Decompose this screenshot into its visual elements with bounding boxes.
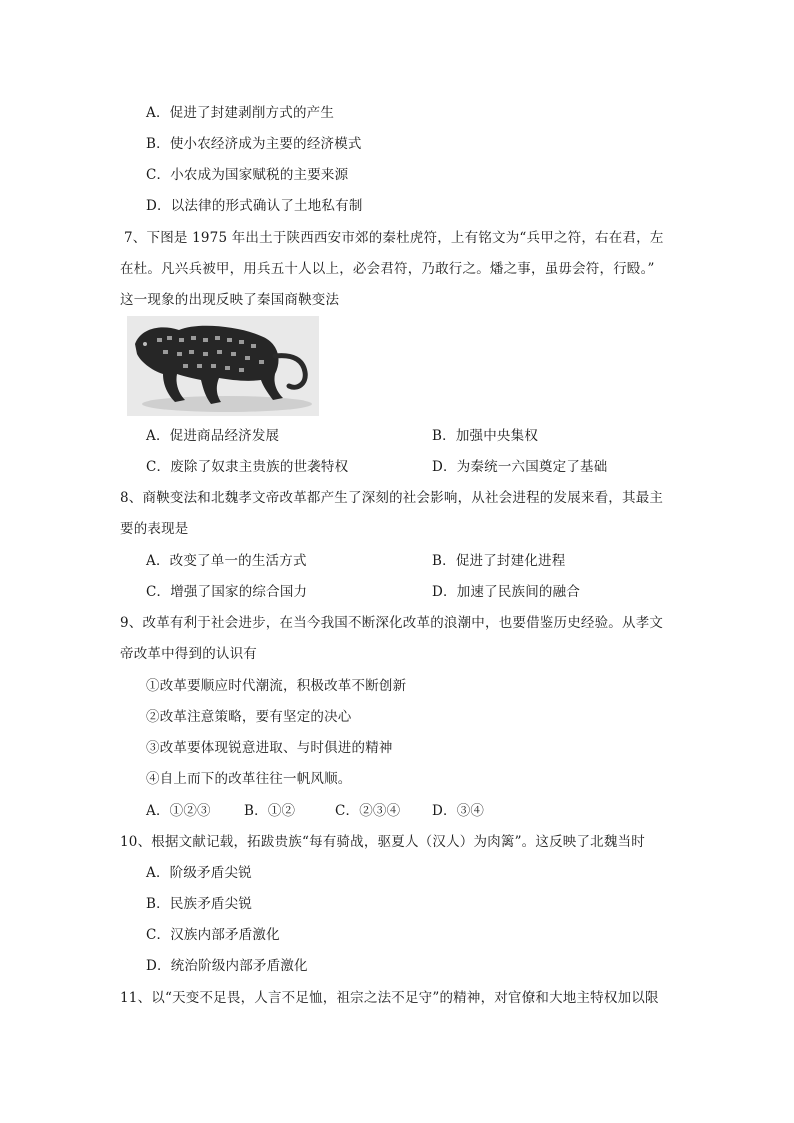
q10-option-a: A．阶级矛盾尖锐 (146, 865, 252, 881)
q11-stem: 11、以“天变不足畏，人言不足恤，祖宗之法不足守”的精神，对官僚和大地主特权加以限 (120, 990, 659, 1006)
q7-stem-line-2: 在杜。凡兴兵被甲，用兵五十人以上，必会君符，乃敢行之。燔之事，虽毋会符，行殹。” (120, 261, 655, 277)
q7-option-b: B．加强中央集权 (432, 428, 539, 444)
q9-stem-line-1: 9、改革有利于社会进步，在当今我国不断深化改革的浪潮中，也要借鉴历史经验。从孝文 (120, 615, 664, 631)
q8-option-b: B．促进了封建化进程 (432, 553, 566, 569)
q7-option-a: A．促进商品经济发展 (146, 428, 280, 444)
q9-option-d: D．③④ (432, 803, 485, 819)
q9-option-b: B．①② (244, 803, 296, 819)
q10-option-d: D．统治阶级内部矛盾激化 (146, 958, 308, 974)
q8-option-a: A．改变了单一的生活方式 (146, 553, 307, 569)
q9-item-2: ②改革注意策略，要有坚定的决心 (146, 709, 352, 725)
q6-option-c: C．小农成为国家赋税的主要来源 (146, 167, 349, 183)
q7-stem-line-1: 7、下图是 1975 年出土于陕西西安市郊的秦杜虎符，上有铭文为“兵甲之符，右在君，左 (124, 230, 664, 246)
q9-item-4: ④自上而下的改革往往一帆风顺。 (146, 771, 352, 787)
q7-option-c: C．废除了奴隶主贵族的世袭特权 (146, 459, 349, 475)
q9-item-1: ①改革要顺应时代潮流，积极改革不断创新 (146, 678, 407, 694)
q9-option-a: A．①②③ (146, 803, 211, 819)
q6-option-b: B．使小农经济成为主要的经济模式 (146, 136, 362, 152)
q9-stem-line-2: 帝改革中得到的认识有 (120, 646, 257, 662)
q6-option-d: D．以法律的形式确认了土地私有制 (146, 198, 363, 214)
q8-stem-line-1: 8、商鞅变法和北魏孝文帝改革都产生了深刻的社会影响，从社会进程的发展来看，其最主 (120, 490, 664, 506)
q10-option-b: B．民族矛盾尖锐 (146, 896, 253, 912)
q10-option-c: C．汉族内部矛盾激化 (146, 927, 280, 943)
q8-option-c: C．增强了国家的综合国力 (146, 584, 308, 600)
q9-option-c: C．②③④ (335, 803, 401, 819)
q7-stem-line-3: 这一现象的出现反映了秦国商鞅变法 (120, 292, 340, 308)
tiger-tally-image (127, 316, 319, 416)
tiger-tally-photo (127, 316, 319, 416)
q8-option-d: D．加速了民族间的融合 (432, 584, 581, 600)
q7-option-d: D．为秦统一六国奠定了基础 (432, 459, 608, 475)
q10-stem: 10、根据文献记载，拓跋贵族“每有骑战，驱夏人（汉人）为肉篱”。这反映了北魏当时 (120, 834, 645, 850)
q8-stem-line-2: 要的表现是 (120, 521, 189, 537)
q9-item-3: ③改革要体现锐意进取、与时俱进的精神 (146, 740, 393, 756)
q6-option-a: A．促进了封建剥削方式的产生 (146, 105, 335, 121)
